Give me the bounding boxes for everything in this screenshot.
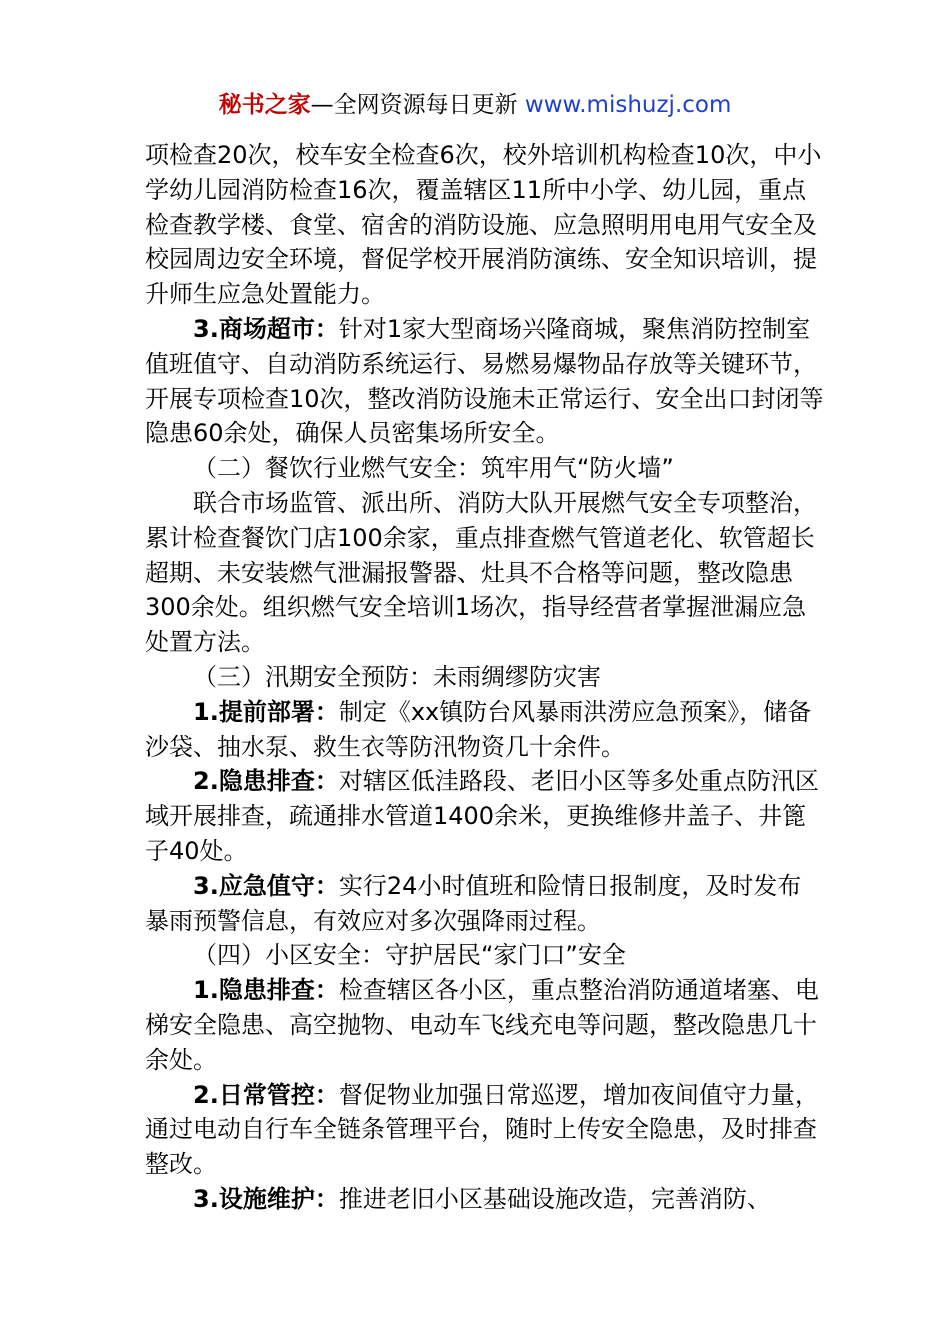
- label-community-hazard-check: 1.隐患排查：: [193, 976, 339, 1005]
- paragraph-school-checks: 项检查20次，校车安全检查6次，校外培训机构检查10次，中小学幼儿园消防检查16次，覆盖辖区11所中小学、幼儿园，重点检查教学楼、食堂、宿舍的消防设施、应急照明用电用气安全及校园周边安全环境，督促学校开展消防演练、安全知识培训，提升师生应急处置能力。: [145, 141, 822, 309]
- paragraph-gas-safety: 联合市场监管、派出所、消防大队开展燃气安全专项整治，累计检查餐饮门店100余家，重点排查燃气管道老化、软管超长超期、未安装燃气泄漏报警器、灶具不合格等问题，整改隐患300余处。组织燃气安全培训1场次，指导经营者掌握泄漏应急处置方法。: [145, 488, 817, 657]
- text-facility-maintenance: 推进老旧小区基础设施改造，完善消防、: [338, 1184, 771, 1213]
- label-advance-deploy: 1.提前部署：: [193, 697, 339, 726]
- text-mall: 针对1家大型商场兴隆商城，聚焦消防控制室值班值守、自动消防系统运行、易燃易爆物品存放等关键环节，开展专项检查10次，整改消防设施未正常运行、安全出口封闭等隐患60余处，确保人员密集场所安全。: [145, 314, 824, 448]
- heading-gas-safety: （二）餐饮行业燃气安全：筑牢用气“防火墙”: [193, 454, 674, 483]
- document-body: [145, 138, 825, 1217]
- site-header: [0, 88, 950, 122]
- brand-name: 秘书之家: [218, 92, 311, 118]
- header-dash: —: [310, 92, 334, 118]
- header-tagline: 全网资源每日更新: [333, 92, 518, 118]
- text-emergency-duty: 实行24小时值班和险情日报制度，及时发布暴雨预警信息，有效应对多次强降雨过程。: [145, 871, 802, 935]
- label-emergency-duty: 3.应急值守：: [193, 871, 339, 900]
- paragraph-flood-hazard-check: [145, 764, 825, 868]
- heading-community-safety: （四）小区安全：守护居民“家门口”安全: [193, 941, 626, 970]
- paragraph-daily-control: [145, 1078, 825, 1182]
- paragraph-community-hazard-check: [145, 973, 825, 1077]
- paragraph-advance-deploy: [145, 695, 825, 765]
- text-flood-hazard-check: 对辖区低洼路段、老旧小区等多处重点防汛区域开展排查，疏通排水管道1400余米，更换维修井盖子、井篦子40处。: [145, 767, 819, 865]
- text-community-hazard-check: 检查辖区各小区，重点整治消防通道堵塞、电梯安全隐患、高空抛物、电动车飞线充电等问题，整改隐患几十余处。: [145, 976, 819, 1074]
- label-facility-maintenance: 3.设施维护：: [193, 1184, 339, 1213]
- text-advance-deploy: 制定《xx镇防台风暴雨洪涝应急预案》，储备沙袋、抽水泵、救生衣等防汛物资几十余件。: [145, 697, 812, 761]
- label-flood-hazard-check: 2.隐患排查：: [193, 767, 339, 796]
- paragraph-facility-maintenance: [145, 1182, 825, 1217]
- paragraph-mall: [145, 312, 825, 451]
- site-url-link[interactable]: www.mishuzj.com: [524, 92, 732, 118]
- heading-flood-season: （三）汛期安全预防：未雨绸缪防灾害: [193, 662, 601, 691]
- paragraph-emergency-duty: [145, 869, 825, 939]
- text-daily-control: 督促物业加强日常巡逻，增加夜间值守力量，通过电动自行车全链条管理平台，随时上传安全隐患，及时排查整改。: [145, 1080, 819, 1179]
- label-daily-control: 2.日常管控：: [193, 1080, 339, 1109]
- label-mall: 3.商场超市：: [193, 314, 339, 343]
